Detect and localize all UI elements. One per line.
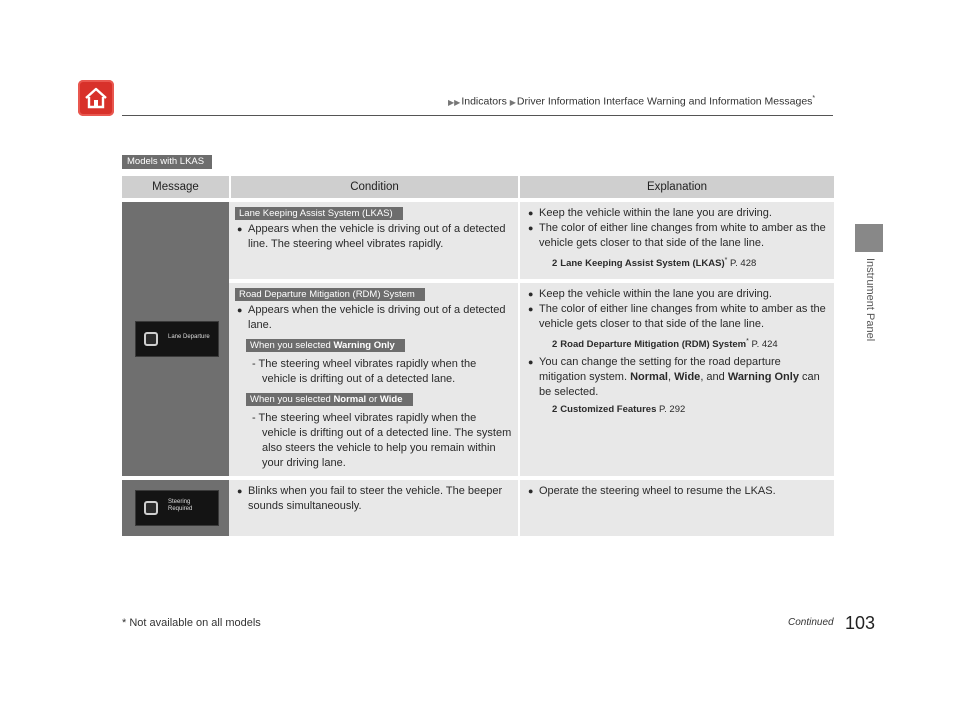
condition-text: ● Appears when the vehicle is driving out of a detected lane. (237, 303, 512, 333)
home-icon (83, 85, 109, 111)
explanation-cell (520, 202, 834, 279)
display-text: Steering Required (168, 499, 193, 513)
reference-icon: 2 (552, 258, 558, 270)
breadcrumb-item[interactable]: Driver Information Interface Warning and Information Messages (516, 95, 813, 108)
condition-detail: - The steering wheel vibrates rapidly when the vehicle is drifting out of a detected lane. (252, 358, 477, 386)
table-header-row (122, 176, 834, 198)
page-reference[interactable]: 2 Lane Keeping Assist System (LKAS)* P. 428 (552, 257, 757, 270)
table-row (122, 480, 834, 536)
lane-departure-icon (144, 332, 158, 346)
condition-detail: - The steering wheel vibrates rapidly when the vehicle is drifting out of a detected line. The system also steers the vehicle to help you remain within your driving lane. (252, 412, 512, 470)
reference-icon: 2 (552, 339, 558, 351)
column-header: Condition (229, 176, 520, 198)
continued-label: Continued (788, 617, 834, 628)
page-reference[interactable]: 2 Customized Features P. 292 (552, 404, 686, 416)
condition-text: ● Blinks when you fail to steer the vehicle. The beeper sounds simultaneously. (237, 484, 512, 514)
section-label: Road Departure Mitigation (RDM) System (235, 288, 425, 301)
steering-required-display (135, 490, 219, 526)
page-number: 103 (845, 613, 876, 633)
section-label: Instrument Panel (864, 258, 876, 342)
footnote-mark: * (812, 95, 816, 102)
explanation-text: ● The color of either line changes from white to amber as the vehicle gets closer to that side of the lane line. (528, 221, 828, 251)
explanation-text: ● You can change the setting for the road departure mitigation system. Normal, Wide, and Warning Only can be selected. (528, 355, 828, 400)
explanation-text: ● Operate the steering wheel to resume the LKAS. (528, 484, 828, 499)
header-rule (122, 115, 833, 116)
page-reference[interactable]: 2 Road Departure Mitigation (RDM) System* P. 424 (552, 338, 778, 351)
section-label: Lane Keeping Assist System (LKAS) (235, 207, 403, 220)
reference-icon: 2 (552, 404, 558, 416)
steering-required-icon (144, 501, 158, 515)
condition-cell (229, 283, 520, 476)
message-display-cell (122, 202, 229, 476)
message-table (122, 172, 834, 540)
explanation-text: ● Keep the vehicle within the lane you are driving. (528, 206, 828, 221)
footnote: * Not available on all models (122, 617, 261, 629)
condition-text: ● Appears when the vehicle is driving out of a detected line. The steering wheel vibrates rapidly. (237, 222, 512, 252)
explanation-text: ● The color of either line changes from white to amber as the vehicle gets closer to that side of the lane line. (528, 302, 828, 332)
display-text: Lane Departure (168, 334, 210, 341)
table-row (122, 283, 834, 476)
condition-cell (229, 202, 520, 279)
section-tab (855, 224, 883, 252)
when-selected-label: When you selected Warning Only (246, 339, 405, 352)
explanation-cell (520, 283, 834, 476)
when-selected-label: When you selected Normal or Wide (246, 393, 413, 406)
explanation-cell (520, 480, 834, 536)
breadcrumb-item[interactable]: Indicators (461, 95, 507, 108)
column-header: Explanation (520, 176, 834, 198)
home-button[interactable] (78, 80, 114, 116)
models-tag: Models with LKAS (122, 155, 212, 169)
arrow-right-icon: ▶▶ (448, 97, 461, 107)
table-row (122, 202, 834, 279)
condition-cell (229, 480, 520, 536)
breadcrumb (448, 95, 815, 108)
lane-departure-display (135, 321, 219, 357)
message-display-cell (122, 480, 229, 536)
explanation-text: ● Keep the vehicle within the lane you are driving. (528, 287, 828, 302)
arrow-right-icon: ▶ (509, 97, 516, 107)
column-header: Message (122, 176, 229, 198)
